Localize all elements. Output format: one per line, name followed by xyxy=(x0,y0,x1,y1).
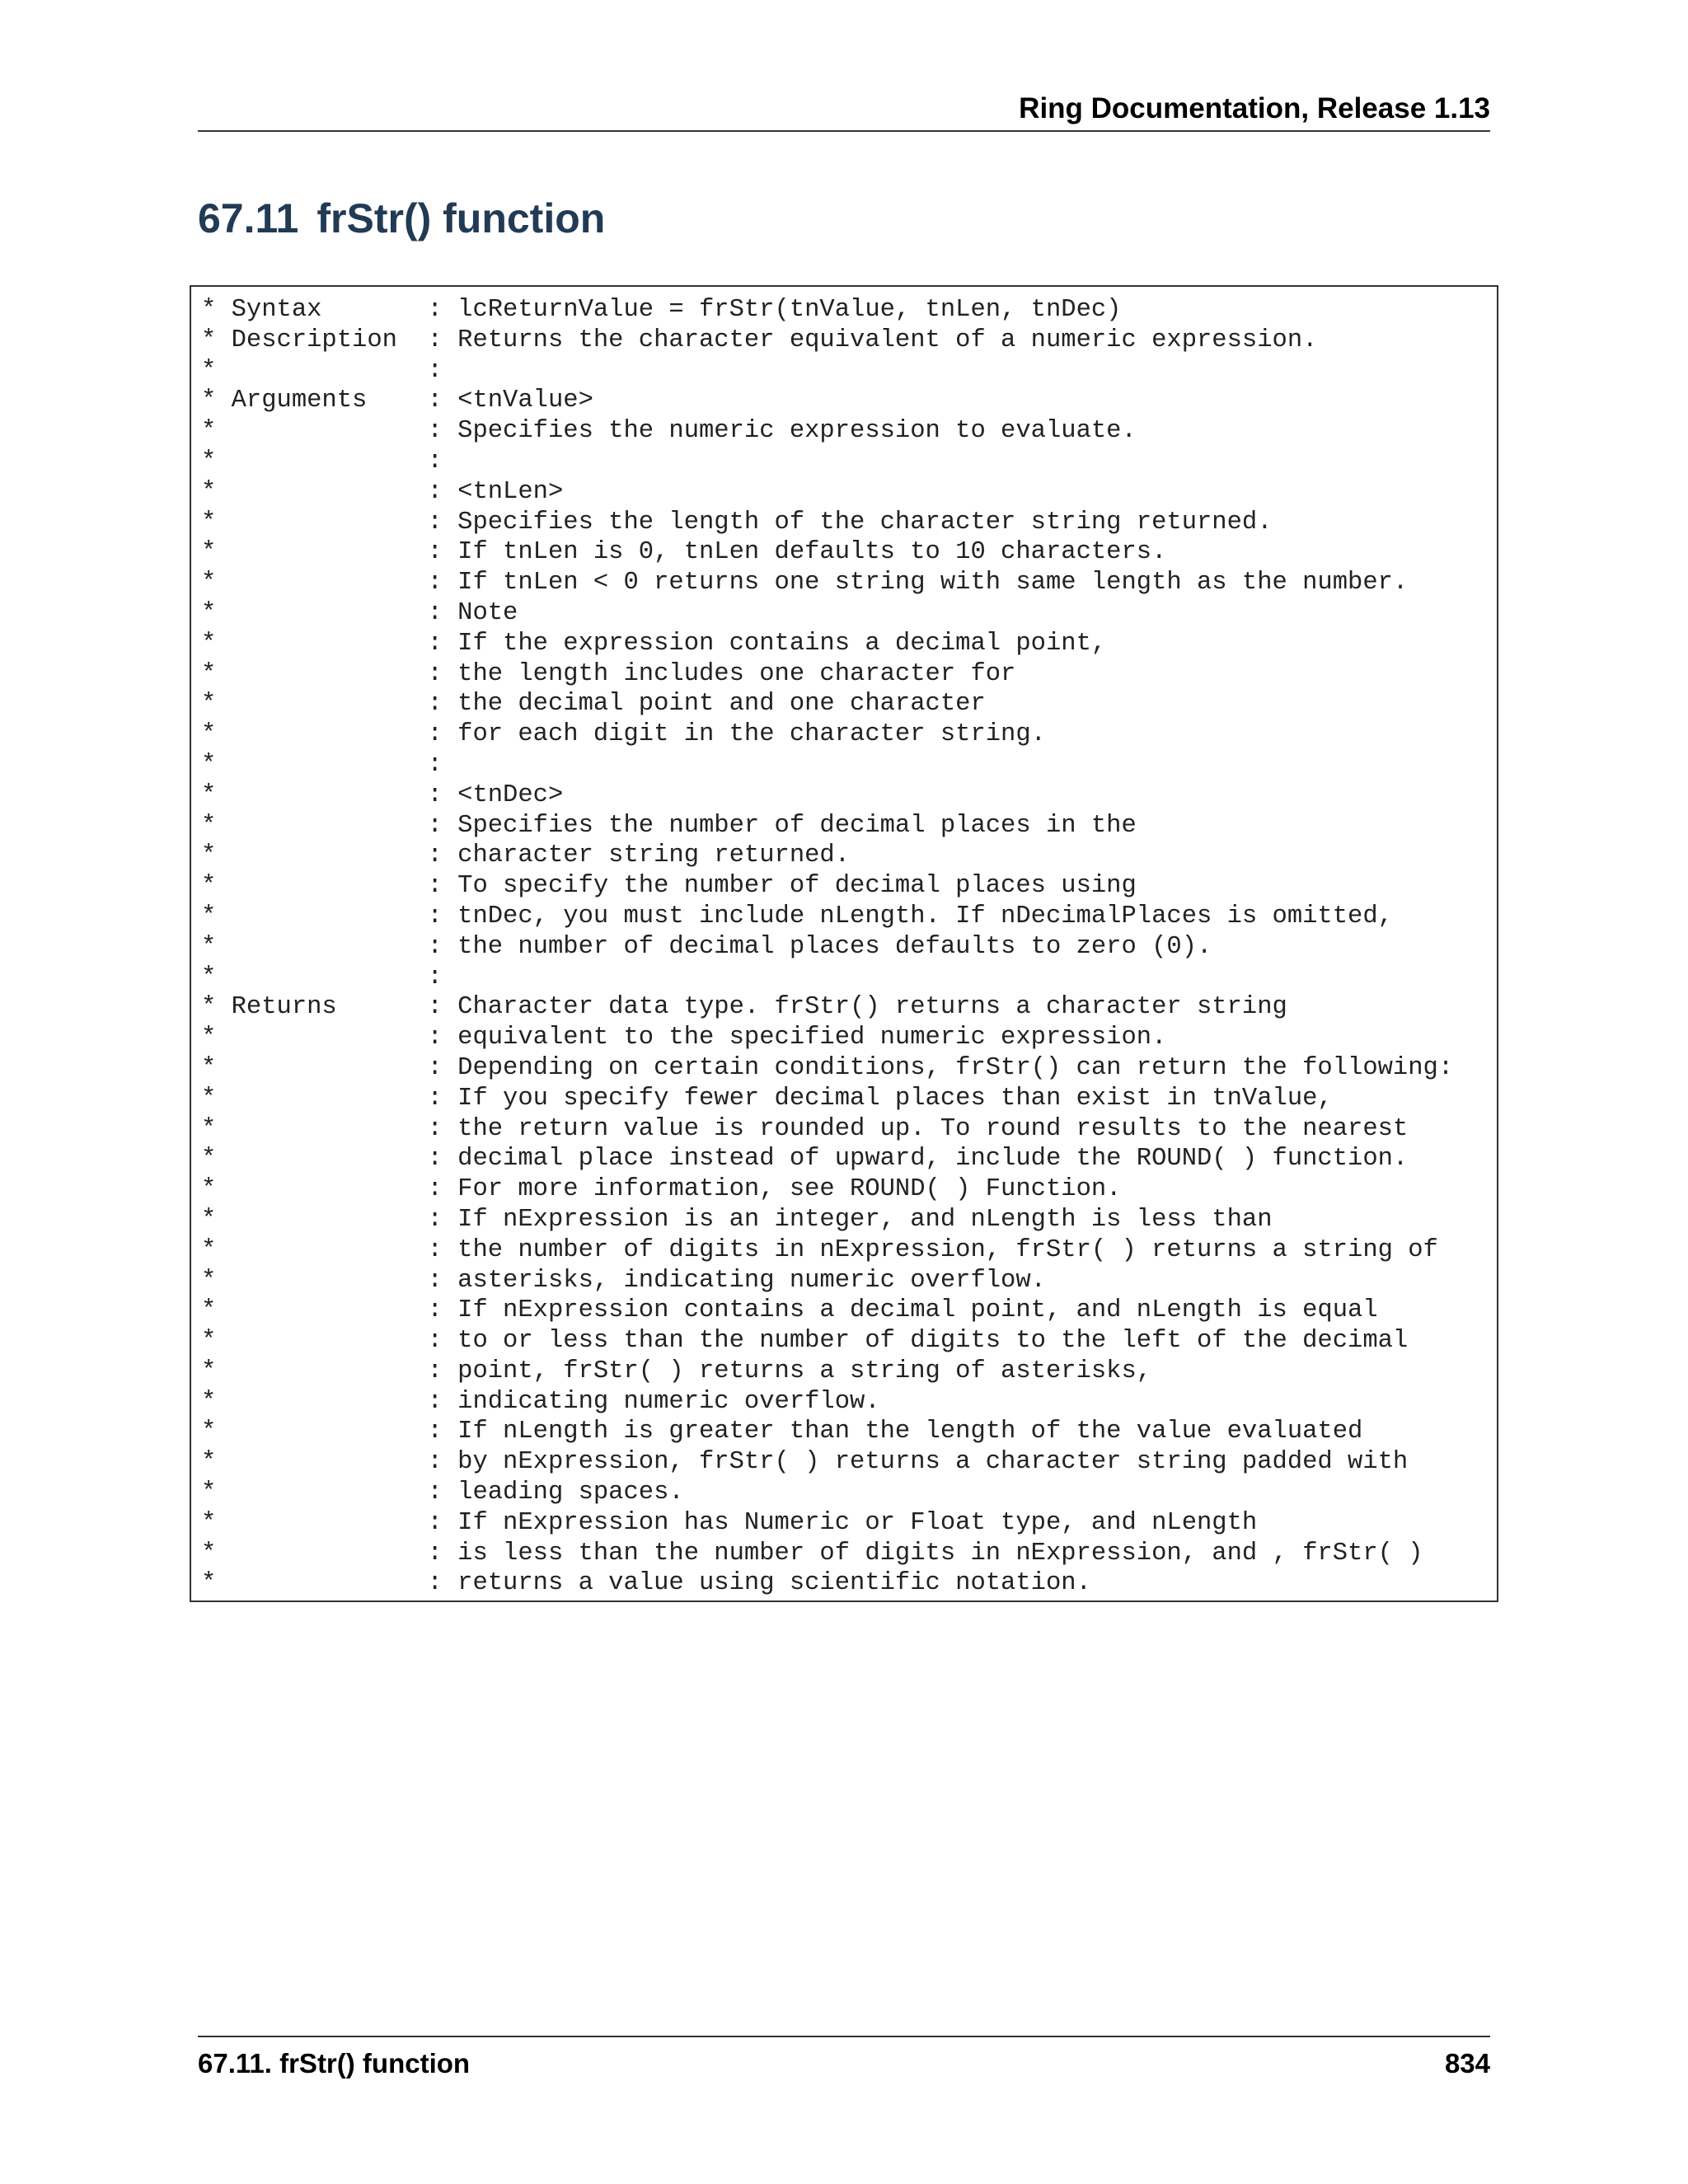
code-line: * : <tnLen> xyxy=(201,477,564,506)
section-heading xyxy=(198,190,605,247)
code-line: * : Specifies the length of the character string returned. xyxy=(201,508,1273,537)
code-line: * : To specify the number of decimal places using xyxy=(201,872,1137,901)
code-line: * : xyxy=(201,356,443,385)
code-line: * : indicating numeric overflow. xyxy=(201,1387,880,1416)
code-line: * : xyxy=(201,447,443,476)
code-line: * : the return value is rounded up. To round results to the nearest xyxy=(201,1114,1409,1143)
code-line: * : character string returned. xyxy=(201,841,851,870)
section-number: 67.11 xyxy=(198,195,299,241)
document-title: Ring Documentation, Release 1.13 xyxy=(1019,92,1490,124)
code-line: * : returns a value using scientific notation. xyxy=(201,1569,1091,1598)
code-line: * : For more information, see ROUND( ) Function. xyxy=(201,1175,1122,1204)
code-line: * : <tnDec> xyxy=(201,780,564,809)
code-line: * : If tnLen < 0 returns one string with same length as the number. xyxy=(201,569,1409,598)
code-line: * : to or less than the number of digits to the left of the decimal xyxy=(201,1327,1409,1356)
code-line: * : Note xyxy=(201,598,518,627)
code-line: * : decimal place instead of upward, include the ROUND( ) function. xyxy=(201,1145,1409,1174)
code-line: * Arguments : <tnValue> xyxy=(201,387,593,415)
code-line: * : the decimal point and one character xyxy=(201,690,986,719)
page-header xyxy=(198,91,1490,132)
code-line: * : If nExpression contains a decimal point, and nLength is equal xyxy=(201,1296,1378,1325)
code-line: * : Depending on certain conditions, frStr() can return the following: xyxy=(201,1053,1454,1082)
code-line: * : the number of decimal places defaults to zero (0). xyxy=(201,932,1212,961)
code-line: * : If you specify fewer decimal places than exist in tnValue, xyxy=(201,1084,1333,1113)
code-line: * : equivalent to the specified numeric expression. xyxy=(201,1024,1167,1052)
code-line: * Description : Returns the character equivalent of a numeric expression. xyxy=(201,326,1318,354)
code-line: * : by nExpression, frStr( ) returns a character string padded with xyxy=(201,1448,1409,1477)
code-line: * Syntax : lcReturnValue = frStr(tnValue, tnLen, tnDec) xyxy=(201,296,1122,324)
code-line: * : If nExpression has Numeric or Float type, and nLength xyxy=(201,1508,1258,1537)
code-line: * : xyxy=(201,750,443,779)
code-line: * : for each digit in the character string. xyxy=(201,720,1046,749)
code-line: * : xyxy=(201,963,443,991)
code-line: * : Specifies the numeric expression to evaluate. xyxy=(201,417,1137,446)
code-line: * Returns : Character data type. frStr() returns a character string xyxy=(201,993,1287,1022)
code-line: * : Specifies the number of decimal places in the xyxy=(201,811,1137,840)
section-title: frStr() function xyxy=(316,195,606,241)
code-line: * : If nExpression is an integer, and nLength is less than xyxy=(201,1205,1273,1234)
page-number: 834 xyxy=(1444,2048,1490,2079)
code-line: * : the number of digits in nExpression, frStr( ) returns a string of xyxy=(201,1235,1438,1264)
code-line: * : asterisks, indicating numeric overflow. xyxy=(201,1266,1046,1295)
code-line: * : If tnLen is 0, tnLen defaults to 10 characters. xyxy=(201,538,1167,567)
code-line: * : point, frStr( ) returns a string of asterisks, xyxy=(201,1357,1152,1385)
footer-section-label: 67.11. frStr() function xyxy=(198,2048,471,2079)
code-line: * : If the expression contains a decimal point, xyxy=(201,629,1107,658)
code-block xyxy=(190,285,1498,1602)
code-line: * : is less than the number of digits in nExpression, and , frStr( ) xyxy=(201,1539,1423,1568)
code-line: * : tnDec, you must include nLength. If nDecimalPlaces is omitted, xyxy=(201,902,1393,930)
code-line: * : the length includes one character for xyxy=(201,659,1016,688)
code-line: * : If nLength is greater than the length of the value evaluated xyxy=(201,1418,1363,1446)
page-footer xyxy=(198,2036,1490,2082)
code-line: * : leading spaces. xyxy=(201,1479,684,1507)
